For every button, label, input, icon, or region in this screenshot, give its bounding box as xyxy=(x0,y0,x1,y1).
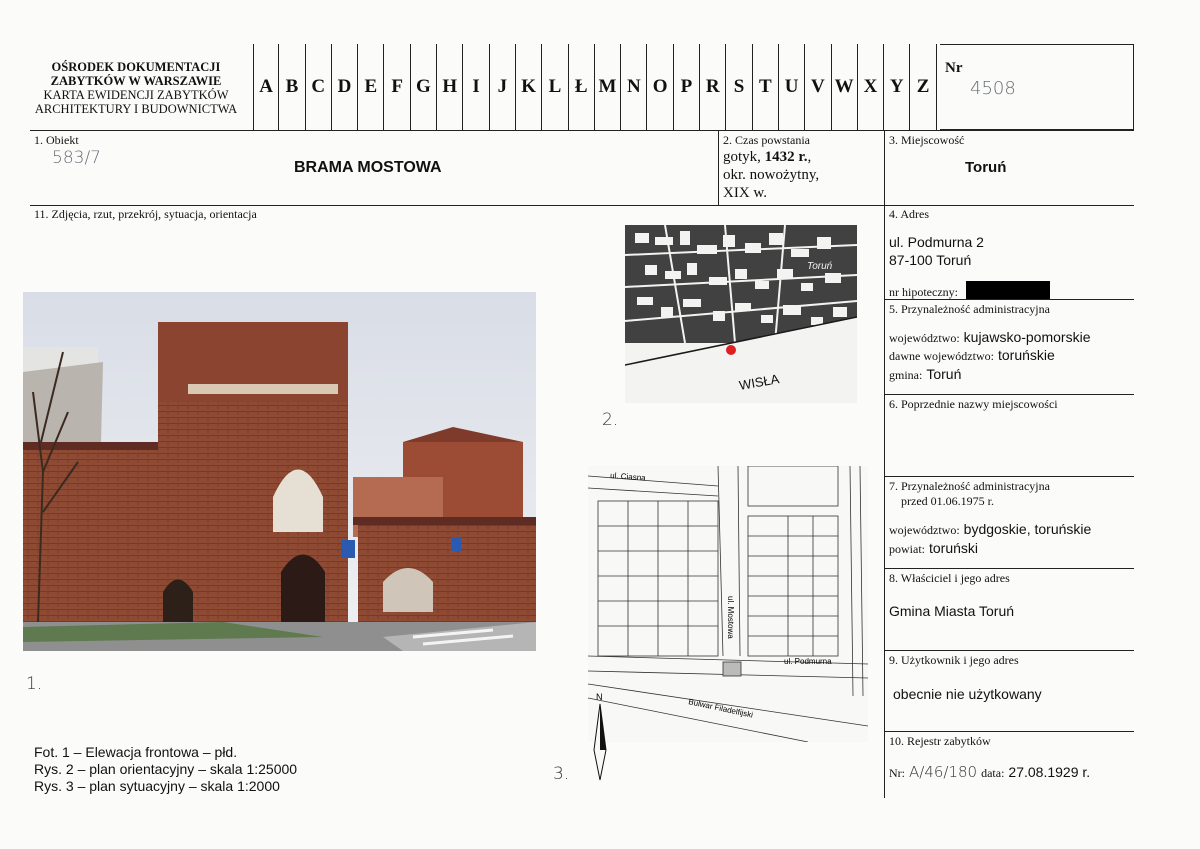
nr-handwritten: 4508 xyxy=(970,78,1016,99)
institution-header xyxy=(30,60,242,116)
org-line-1: OŚRODEK DOKUMENTACJI xyxy=(51,60,221,74)
rule xyxy=(884,394,1134,395)
plan-street-mostowa: ul. Mostowa xyxy=(726,596,735,639)
photo-number: 1. xyxy=(26,674,43,694)
rule xyxy=(884,476,1134,477)
letter-cell: T xyxy=(753,44,779,130)
letter-cell: Z xyxy=(910,44,936,130)
letter-cell: N xyxy=(621,44,647,130)
plan-street-podmurna: ul. Podmurna xyxy=(784,657,832,666)
orientation-map xyxy=(625,225,857,403)
map-river-label: WISŁA xyxy=(737,371,781,393)
plan-street-bulwar: Bulwar Filadelfijski xyxy=(687,697,754,720)
org-line-4: ARCHITEKTURY I BUDOWNICTWA xyxy=(34,102,238,116)
obiekt-label: 1. Obiekt xyxy=(34,133,79,147)
situation-plan xyxy=(588,466,868,742)
obiekt-handwritten: 583/7 xyxy=(52,148,101,168)
rule xyxy=(718,130,719,205)
north-label: N xyxy=(596,692,603,702)
map-city-label: Toruń xyxy=(807,261,833,272)
rule xyxy=(884,568,1134,569)
north-arrow-icon xyxy=(590,690,610,782)
uzytkownik-value: obecnie nie użytkowany xyxy=(893,686,1042,702)
zdjecia-label: 11. Zdjęcia, rzut, przekrój, sytuacja, orientacja xyxy=(34,207,257,221)
letter-cell: Ł xyxy=(569,44,595,130)
poprzednie-label: 6. Poprzednie nazwy miejscowości xyxy=(889,397,1058,411)
dawne-woj-row: dawne województwo: toruńskie xyxy=(889,347,1055,363)
letter-cell: V xyxy=(805,44,831,130)
wlasciciel-value: Gmina Miasta Toruń xyxy=(889,603,1015,619)
letter-cell: U xyxy=(779,44,805,130)
przynaleznosc-1975-date: przed 01.06.1975 r. xyxy=(901,494,994,508)
letter-cell: H xyxy=(437,44,463,130)
letter-cell: B xyxy=(279,44,305,130)
hipoteczny-label: nr hipoteczny: xyxy=(889,285,958,299)
caption-plan: Rys. 3 – plan sytuacyjny – skala 1:2000 xyxy=(34,778,280,794)
przynaleznosc-label: 5. Przynależność administracyjna xyxy=(889,302,1050,316)
czas-value: gotyk, 1432 r., okr. nowożytny, XIX w. xyxy=(723,149,820,201)
letter-cell: I xyxy=(463,44,489,130)
plan-street-ciasna: ul. Ciasna xyxy=(609,471,646,483)
rejestr-nr-handwritten: A/46/180 xyxy=(909,763,978,781)
letter-cell: L xyxy=(542,44,568,130)
index-letters xyxy=(253,44,937,130)
uzytkownik-label: 9. Użytkownik i jego adres xyxy=(889,653,1019,667)
letter-cell: M xyxy=(595,44,621,130)
rejestr-label: 10. Rejestr zabytków xyxy=(889,734,991,748)
rejestr-row: Nr: A/46/180 data: 27.08.1929 r. xyxy=(889,763,1091,781)
nr-label: Nr xyxy=(945,60,963,76)
adres-value: ul. Podmurna 2 87-100 Toruń xyxy=(889,234,984,268)
object-name: BRAMA MOSTOWA xyxy=(294,159,442,176)
rule xyxy=(30,130,1134,131)
letter-cell: C xyxy=(306,44,332,130)
miejscowosc-label: 3. Miejscowość xyxy=(889,133,965,147)
plan-number: 3. xyxy=(553,764,570,784)
rule xyxy=(30,205,1134,206)
letter-cell: O xyxy=(647,44,673,130)
letter-cell: R xyxy=(700,44,726,130)
woj-1975-row: województwo: bydgoskie, toruńskie xyxy=(889,521,1092,537)
letter-cell: K xyxy=(516,44,542,130)
miejscowosc-value: Toruń xyxy=(965,159,1007,176)
letter-cell: E xyxy=(358,44,384,130)
letter-cell: X xyxy=(858,44,884,130)
letter-cell: F xyxy=(384,44,410,130)
gmina-row: gmina: Toruń xyxy=(889,366,962,382)
letter-cell: D xyxy=(332,44,358,130)
letter-cell: P xyxy=(674,44,700,130)
letter-cell: W xyxy=(832,44,858,130)
org-line-2: ZABYTKÓW W WARSZAWIE xyxy=(50,74,222,88)
photo-bridge-gate xyxy=(23,292,536,651)
map-number: 2. xyxy=(602,410,619,430)
redaction-bar xyxy=(966,281,1050,299)
czas-label: 2. Czas powstania xyxy=(723,133,810,147)
rule xyxy=(884,650,1134,651)
woj-row: województwo: kujawsko-pomorskie xyxy=(889,329,1091,345)
rule xyxy=(884,299,1134,300)
caption-map: Rys. 2 – plan orientacyjny – skala 1:25000 xyxy=(34,761,298,777)
wlasciciel-label: 8. Właściciel i jego adres xyxy=(889,571,1010,585)
powiat-1975-row: powiat: toruński xyxy=(889,540,979,556)
rule xyxy=(884,130,885,798)
adres-label: 4. Adres xyxy=(889,207,929,221)
captions xyxy=(34,744,297,795)
letter-cell: J xyxy=(490,44,516,130)
caption-photo: Fot. 1 – Elewacja frontowa – płd. xyxy=(34,744,238,760)
przynaleznosc-1975-label: 7. Przynależność administracyjna xyxy=(889,479,1050,493)
org-line-3: KARTA EWIDENCJI ZABYTKÓW xyxy=(43,88,229,102)
rule xyxy=(884,731,1134,732)
letter-cell: S xyxy=(726,44,752,130)
letter-cell: G xyxy=(411,44,437,130)
letter-cell: Y xyxy=(884,44,910,130)
letter-cell: A xyxy=(253,44,279,130)
